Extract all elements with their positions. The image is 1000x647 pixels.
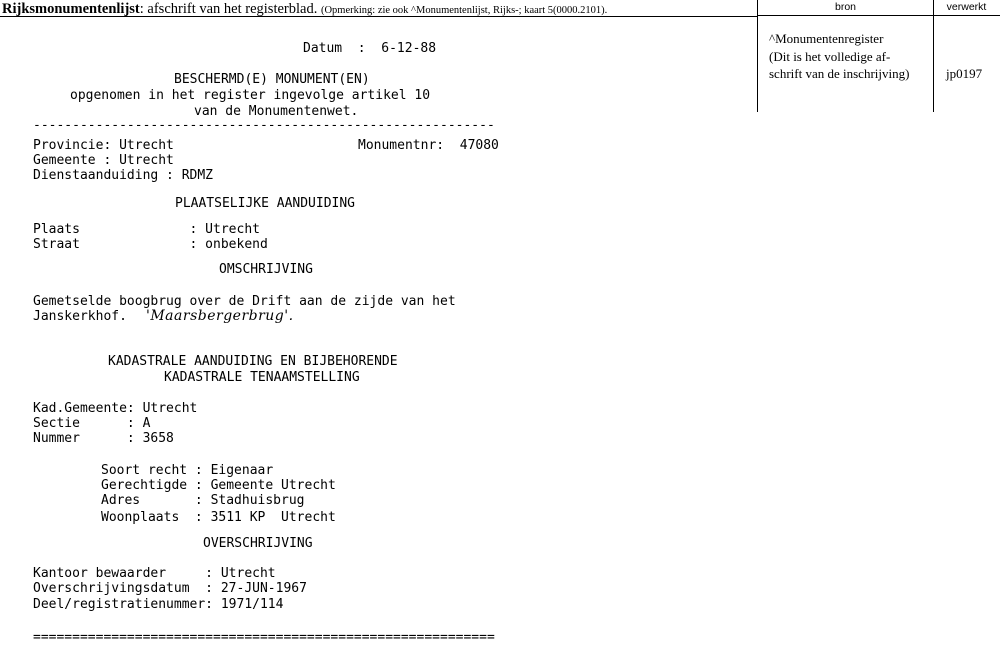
bron-line-3: schrift van de inschrijving) <box>769 66 910 81</box>
straat-line: Straat : onbekend <box>33 237 268 252</box>
heading-3: van de Monumentenwet. <box>194 104 359 119</box>
section-plaatselijk: PLAATSELIJKE AANDUIDING <box>175 196 356 211</box>
monumentnr-line: Monumentnr: 47080 <box>358 138 499 153</box>
verwerkt-value: jp0197 <box>946 66 983 81</box>
bron-text <box>769 30 947 83</box>
soort-recht-line: Soort recht : Eigenaar <box>101 463 274 478</box>
heading-1: BESCHERMD(E) MONUMENT(EN) <box>174 72 370 87</box>
kantoor-line: Kantoor bewaarder : Utrecht <box>33 566 276 581</box>
adres-line: Adres : Stadhuisbrug <box>101 493 305 508</box>
dienst-line: Dienstaanduiding : RDMZ <box>33 168 214 183</box>
handwritten-annotation: 'Maarsbergerbrug'. <box>146 308 294 324</box>
deel-line: Deel/registratienummer: 1971/114 <box>33 597 284 612</box>
section-kadastraal-2: KADASTRALE TENAAMSTELLING <box>164 370 360 385</box>
woonplaats-line: Woonplaats : 3511 KP Utrecht <box>101 510 336 525</box>
bron-line-2: (Dit is het volledige af- <box>769 48 891 64</box>
bron-header: bron <box>758 0 933 16</box>
verwerkt-header: verwerkt <box>933 0 1000 16</box>
datum-line: Datum : 6-12-88 <box>303 41 437 56</box>
kad-gemeente-line: Kad.Gemeente: Utrecht <box>33 401 198 416</box>
omschrijving-line-1: Gemetselde boogbrug over de Drift aan de zijde van het <box>33 294 456 309</box>
end-rule: =========================================================== <box>33 630 495 645</box>
gerechtigde-line: Gerechtigde : Gemeente Utrecht <box>101 478 336 493</box>
provincie-line: Provincie: Utrecht <box>33 138 174 153</box>
header-rule <box>0 16 757 17</box>
section-kadastraal-1: KADASTRALE AANDUIDING EN BIJBEHORENDE <box>108 354 398 369</box>
plaats-line: Plaats : Utrecht <box>33 222 260 237</box>
title-rest: : afschrift van het registerblad. <box>139 1 318 17</box>
section-omschrijving: OMSCHRIJVING <box>219 262 313 277</box>
title-bold: Rijksmonumentenlijst <box>2 1 140 17</box>
omschrijving-line-2: Janskerkhof. <box>33 309 127 324</box>
section-overschrijving: OVERSCHRIJVING <box>203 536 313 551</box>
nummer-line: Nummer : 3658 <box>33 431 174 446</box>
sectie-line: Sectie : A <box>33 416 151 431</box>
header-note: (Opmerking: zie ook ^Monumentenlijst, Rijks-; kaart 5(0000.2101). <box>320 5 608 16</box>
gemeente-line: Gemeente : Utrecht <box>33 153 174 168</box>
heading-2: opgenomen in het register ingevolge artikel 10 <box>70 88 431 103</box>
bron-line-1: ^Monumentenregister <box>769 31 884 46</box>
dash-rule: ----------------------------------------------------------- <box>33 118 495 133</box>
overschrijvingsdatum-line: Overschrijvingsdatum : 27-JUN-1967 <box>33 581 307 596</box>
